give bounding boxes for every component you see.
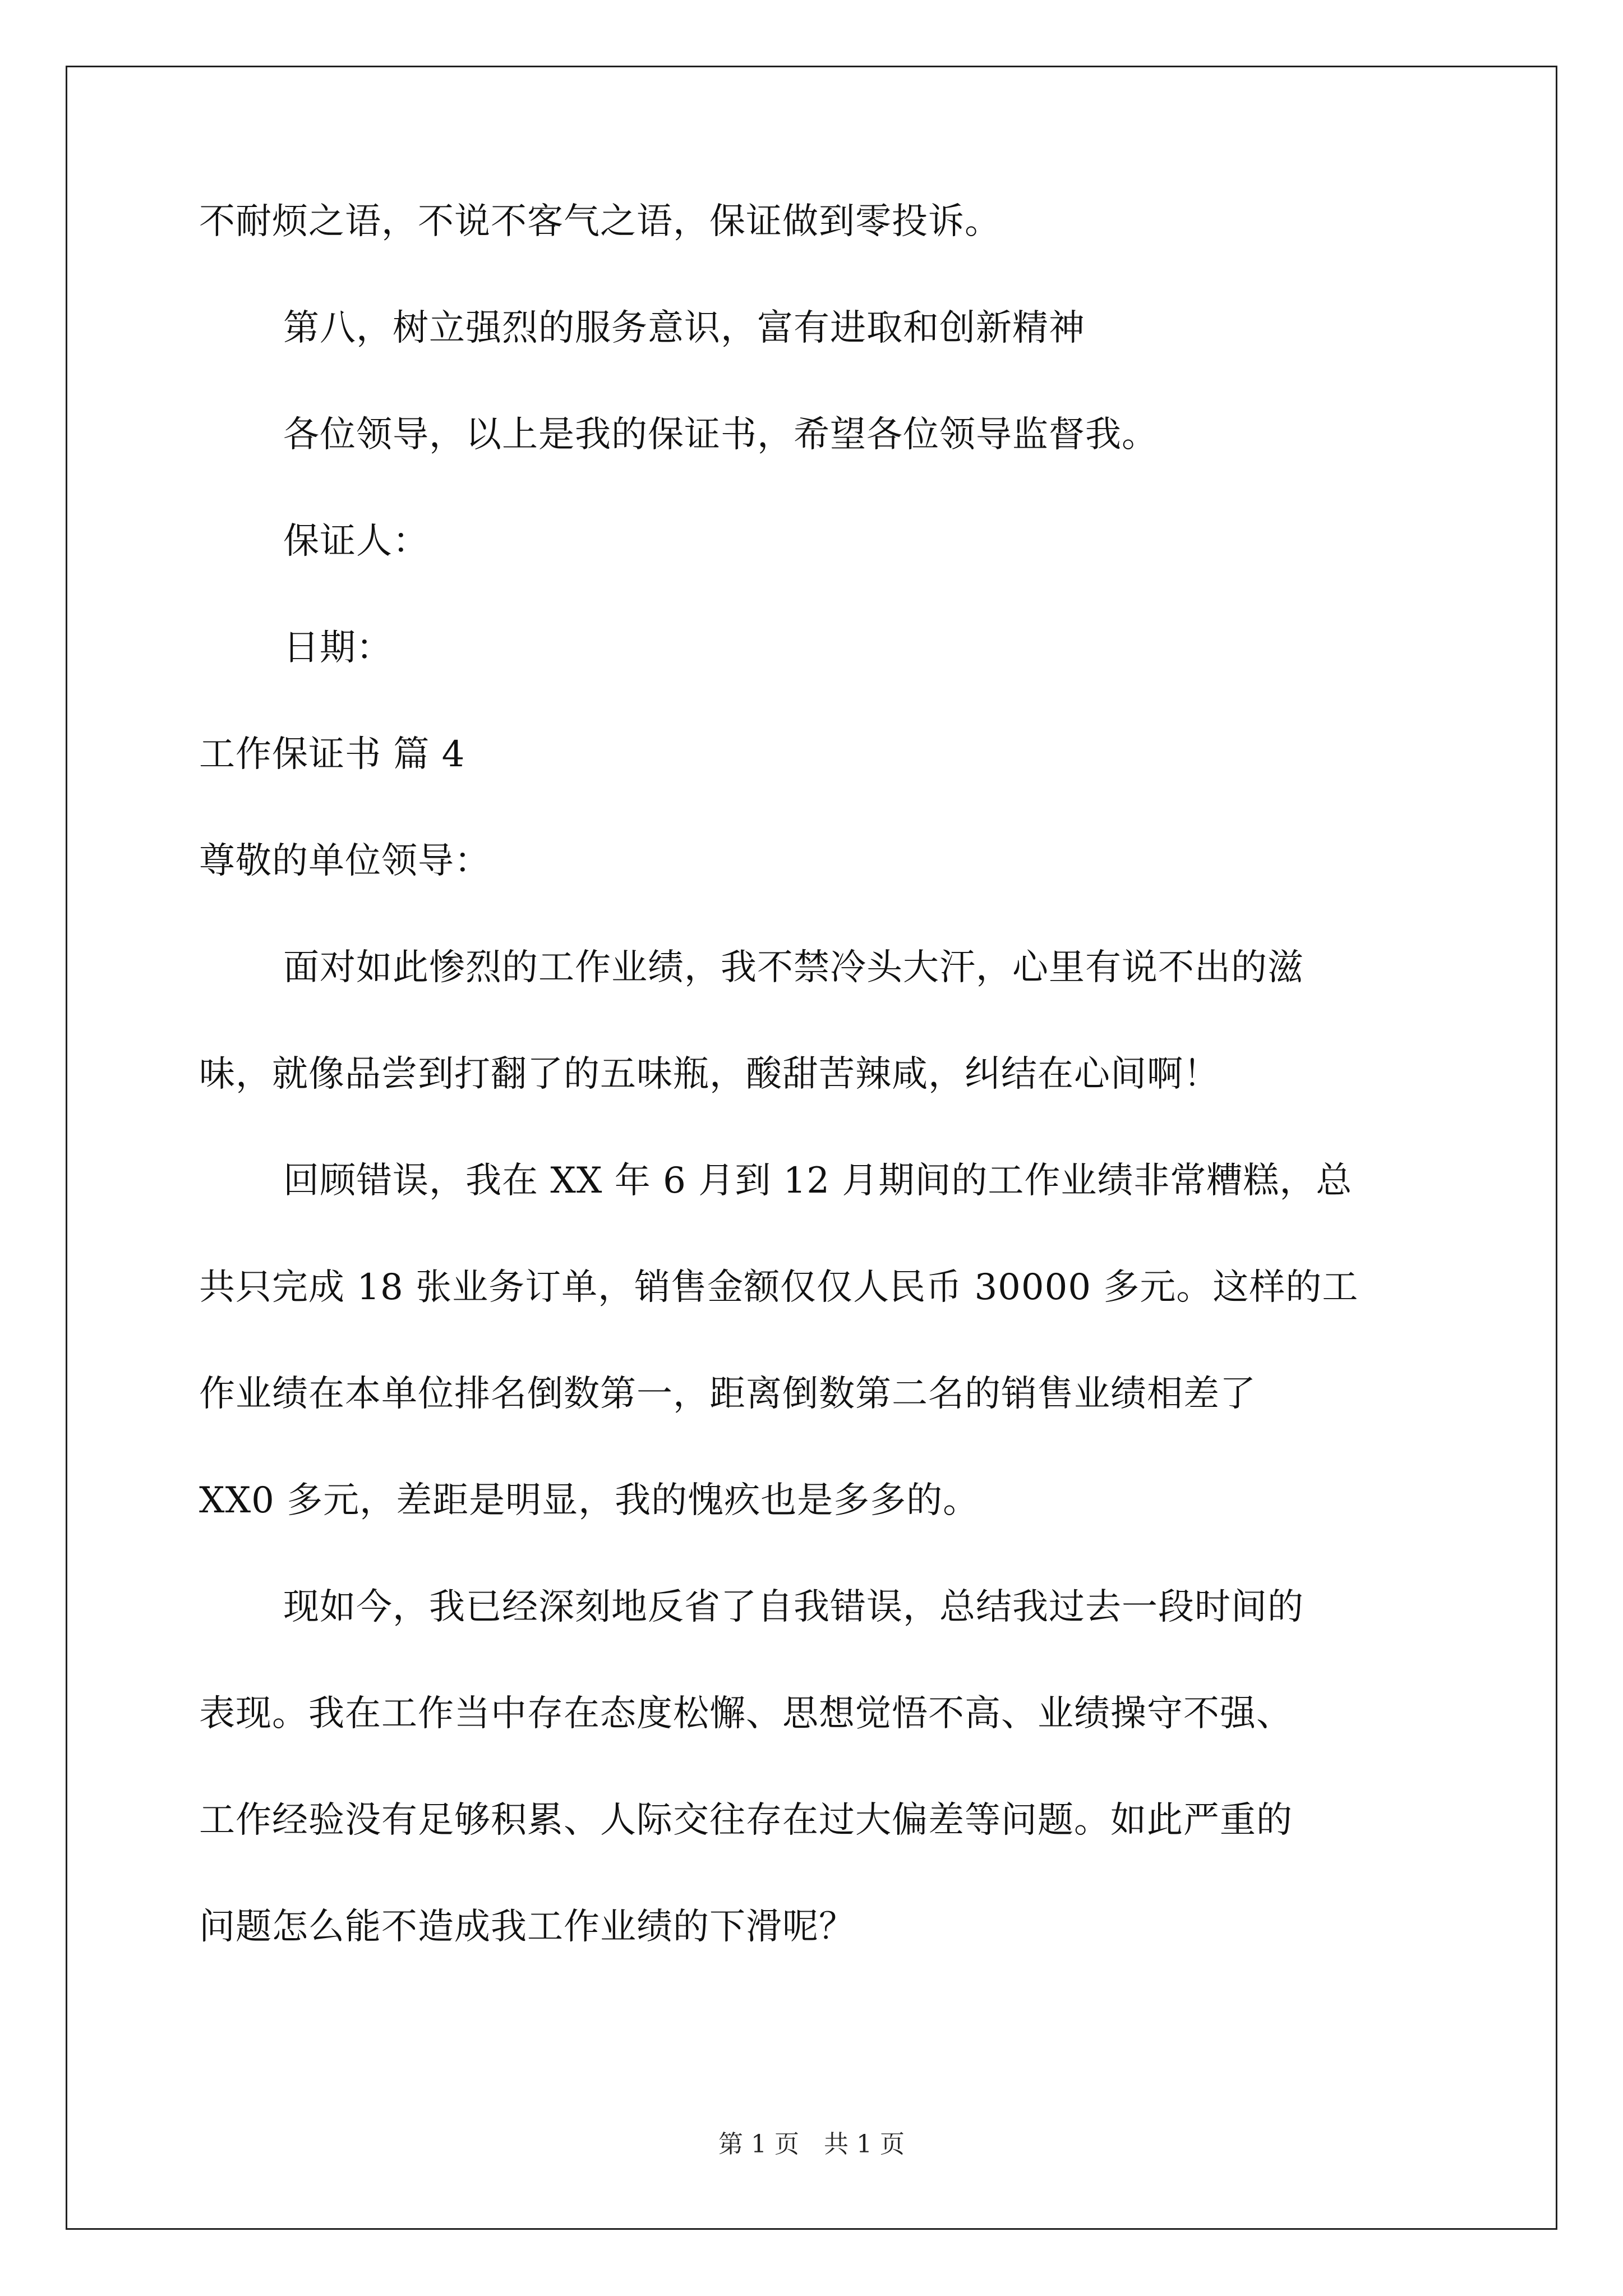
paragraph-line: 回顾错误，我在 XX 年 6 月到 12 月期间的工作业绩非常糟糕，总	[283, 1160, 1353, 1202]
salutation: 尊敬的单位领导：	[199, 840, 491, 882]
signature-label: 保证人：	[283, 521, 429, 562]
paragraph-line: 各位领导，以上是我的保证书，希望各位领导监督我。	[283, 414, 1158, 455]
paragraph-line: XX0 多元，差距是明显，我的愧疚也是多多的。	[199, 1480, 980, 1521]
paragraph-line: 作业绩在本单位排名倒数第一，距离倒数第二名的销售业绩相差了	[199, 1373, 1256, 1415]
page-total: 共 1 页	[824, 2130, 905, 2159]
paragraph-line: 工作经验没有足够积累、人际交往存在过大偏差等问题。如此严重的	[199, 1800, 1293, 1841]
section-heading: 工作保证书 篇 4	[199, 734, 465, 775]
page-footer	[0, 2129, 1623, 2160]
paragraph-line: 现如今，我已经深刻地反省了自我错误，总结我过去一段时间的	[283, 1586, 1304, 1628]
paragraph-line: 表现。我在工作当中存在态度松懈、思想觉悟不高、业绩操守不强、	[199, 1693, 1293, 1734]
paragraph-line: 共只完成 18 张业务订单，销售金额仅仅人民币 30000 多元。这样的工	[199, 1267, 1359, 1308]
paragraph-line: 第八，树立强烈的服务意识，富有进取和创新精神	[283, 307, 1085, 349]
page-number: 第 1 页	[718, 2130, 799, 2159]
paragraph-line: 味，就像品尝到打翻了的五味瓶，酸甜苦辣咸，纠结在心间啊！	[199, 1053, 1220, 1095]
date-label: 日期：	[283, 627, 393, 669]
paragraph-line: 面对如此惨烈的工作业绩，我不禁冷头大汗，心里有说不出的滋	[283, 947, 1304, 988]
paragraph-line: 问题怎么能不造成我工作业绩的下滑呢？	[199, 1906, 855, 1948]
paragraph-line: 不耐烦之语，不说不客气之语，保证做到零投诉。	[199, 201, 1001, 242]
